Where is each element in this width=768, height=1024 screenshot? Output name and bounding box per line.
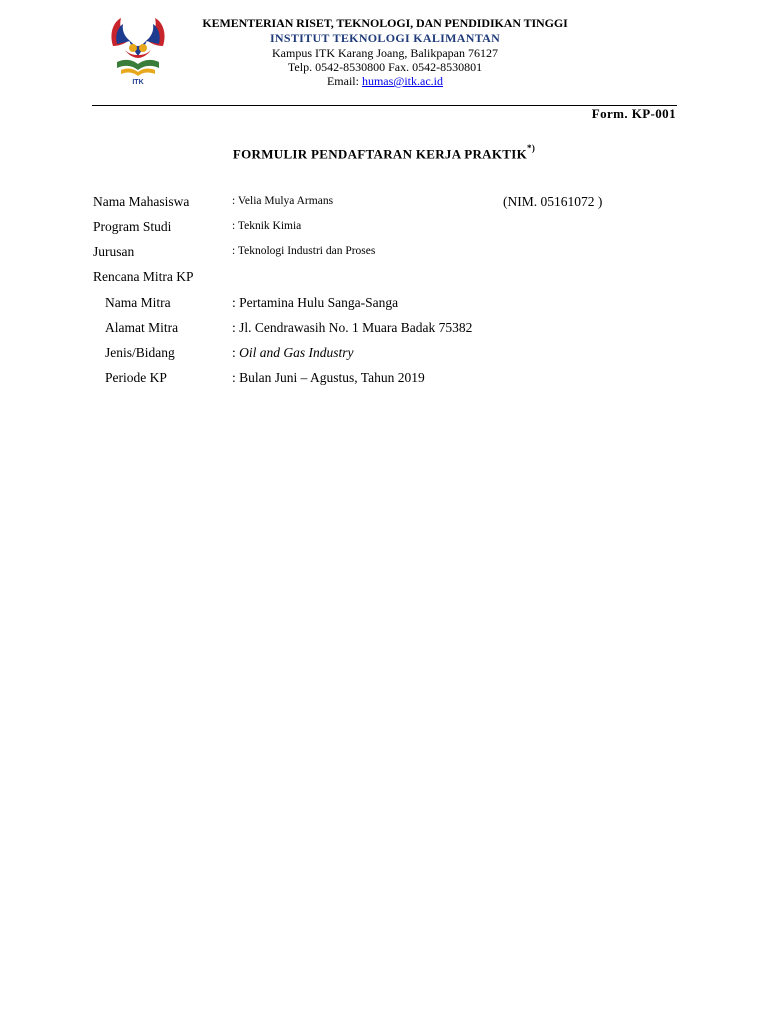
email-link[interactable]: humas@itk.ac.id — [361, 74, 444, 88]
field-label: Nama Mitra — [105, 295, 171, 310]
field-label: Alamat Mitra — [105, 320, 179, 335]
field-value: : Jl. Cendrawasih No. 1 Muara Badak 75382 — [232, 320, 473, 335]
form-title — [0, 145, 768, 162]
field-value: : Teknik Kimia — [232, 220, 302, 232]
field-value: : Velia Mulya Armans — [232, 195, 334, 207]
field-value: : Bulan Juni – Agustus, Tahun 2019 — [232, 370, 425, 385]
form-title-note: *) — [527, 143, 536, 153]
field-label: Nama Mahasiswa — [93, 194, 190, 209]
itk-logo — [103, 16, 173, 86]
field-label: Periode KP — [105, 370, 167, 385]
field-value: : Pertamina Hulu Sanga-Sanga — [232, 295, 399, 310]
field-value — [232, 345, 354, 361]
institute-address: Kampus ITK Karang Joang, Balikpapan 76127 — [272, 46, 498, 60]
field-label: Jurusan — [93, 244, 135, 259]
form-code: Form. KP-001 — [591, 106, 676, 121]
field-value-text: Oil and Gas Industry — [239, 345, 354, 360]
field-nim: (NIM. 05161072 ) — [503, 194, 603, 209]
form-title-text: FORMULIR PENDAFTARAN KERJA PRAKTIK — [232, 146, 528, 162]
letterhead — [190, 16, 580, 88]
ministry-name: KEMENTERIAN RISET, TEKNOLOGI, DAN PENDIDIKAN TINGGI — [202, 16, 568, 30]
field-value: : Teknologi Industri dan Proses — [232, 245, 376, 257]
svg-text:ITK: ITK — [132, 79, 144, 86]
field-colon: : — [232, 345, 240, 360]
email-label: Email: — [326, 74, 362, 88]
institute-name: INSTITUT TEKNOLOGI KALIMANTAN — [269, 31, 501, 45]
field-label: Program Studi — [93, 219, 172, 234]
institute-email — [190, 74, 580, 88]
field-label: Jenis/Bidang — [105, 345, 175, 360]
field-label: Rencana Mitra KP — [93, 269, 194, 284]
institute-phone: Telp. 0542-8530800 Fax. 0542-8530801 — [287, 60, 483, 74]
header-divider — [92, 105, 677, 106]
